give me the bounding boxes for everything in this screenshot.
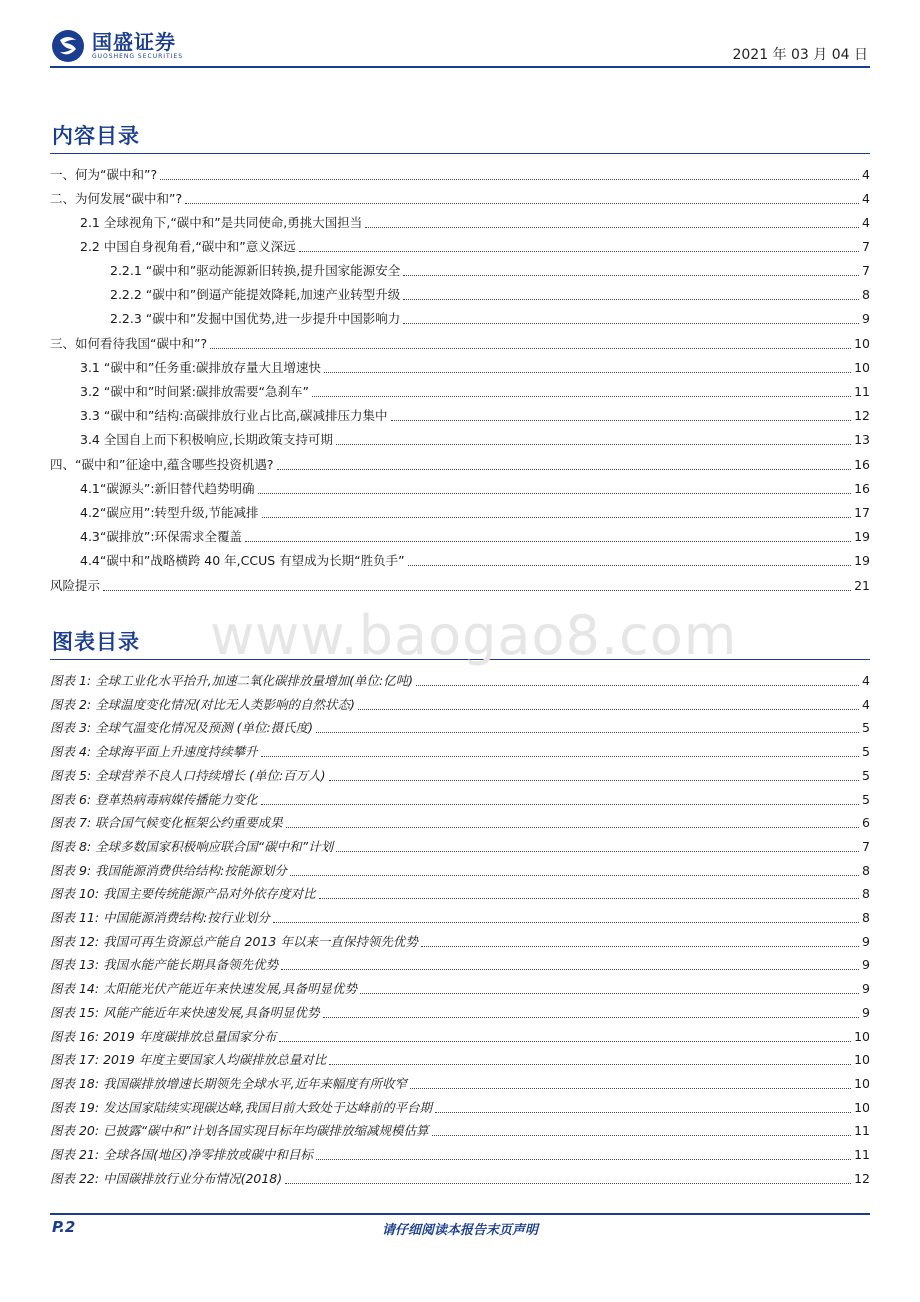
figure-entry-page: 8 — [862, 886, 870, 901]
toc-entry[interactable] — [50, 380, 870, 402]
dot-leader — [261, 756, 859, 757]
dot-leader — [435, 1112, 851, 1113]
dot-leader — [210, 348, 851, 349]
figure-entry[interactable] — [50, 764, 870, 786]
toc-entry-label: 3.1 “碳中和”任务重:碳排放存量大且增速快 — [80, 360, 322, 375]
figure-entry-label: 图表 14: 太阳能光伏产能近年来快速发展,具备明显优势 — [50, 981, 358, 996]
figure-entry-page: 5 — [862, 792, 870, 807]
figure-entry-label: 图表 7: 联合国气候变化框架公约重要成果 — [50, 815, 283, 830]
toc-entry-label: 3.2 “碳中和”时间紧:碳排放需要“急刹车” — [80, 384, 309, 399]
figure-entry-page: 4 — [862, 673, 870, 688]
figure-entry-label: 图表 22: 中国碳排放行业分布情况(2018) — [50, 1171, 283, 1186]
dot-leader — [319, 898, 859, 899]
figure-entry-page: 8 — [862, 863, 870, 878]
dot-leader — [403, 299, 859, 300]
dot-leader — [391, 420, 852, 421]
page-number: P.2 — [52, 1218, 76, 1236]
toc-entry-page: 9 — [862, 311, 870, 326]
toc-entry[interactable] — [50, 477, 870, 499]
figure-entry-page: 10 — [854, 1052, 870, 1067]
toc-entry[interactable] — [50, 453, 870, 475]
figure-entry-page: 9 — [862, 1005, 870, 1020]
toc-entry[interactable] — [50, 211, 870, 233]
toc-entry-page: 16 — [854, 457, 870, 472]
toc-entry-page: 10 — [854, 360, 870, 375]
dot-leader — [299, 251, 859, 252]
toc-entry-label: 二、为何发展“碳中和”? — [50, 191, 183, 206]
figure-entry-label: 图表 4: 全球海平面上升速度持续攀升 — [50, 744, 258, 759]
figure-entry[interactable] — [50, 882, 870, 904]
figure-entry[interactable] — [50, 1048, 870, 1070]
figure-entry[interactable] — [50, 716, 870, 738]
dot-leader — [286, 827, 859, 828]
figure-entry-label: 图表 2: 全球温度变化情况(对比无人类影响的自然状态) — [50, 697, 355, 712]
dot-leader — [324, 372, 851, 373]
toc-entry[interactable] — [50, 404, 870, 426]
toc-entry[interactable] — [50, 283, 870, 305]
guosheng-logo-icon — [50, 28, 86, 64]
dot-leader — [336, 444, 851, 445]
dot-leader — [290, 875, 859, 876]
toc-entry-label: 2.2.1 “碳中和”驱动能源新旧转换,提升国家能源安全 — [110, 263, 401, 278]
dot-leader — [262, 517, 852, 518]
dot-leader — [358, 709, 859, 710]
dot-leader — [277, 469, 852, 470]
figure-entry[interactable] — [50, 1096, 870, 1118]
dot-leader — [103, 590, 851, 591]
figure-entry-label: 图表 21: 全球各国(地区)净零排放或碳中和目标 — [50, 1147, 313, 1162]
dot-leader — [408, 565, 851, 566]
toc-entry[interactable] — [50, 428, 870, 450]
dot-leader — [258, 493, 852, 494]
dot-leader — [416, 685, 859, 686]
dot-leader — [403, 275, 859, 276]
toc-entry[interactable] — [50, 163, 870, 185]
figure-entry-page: 8 — [862, 910, 870, 925]
toc-entry-label: 风险提示 — [50, 578, 101, 593]
figure-entry-label: 图表 15: 风能产能近年来快速发展,具备明显优势 — [50, 1005, 320, 1020]
toc-entry-label: 2.2.3 “碳中和”发掘中国优势,进一步提升中国影响力 — [110, 311, 401, 326]
dot-leader — [245, 541, 851, 542]
figure-entry[interactable] — [50, 953, 870, 975]
dot-leader — [421, 946, 859, 947]
dot-leader — [316, 1159, 851, 1160]
company-logo — [50, 28, 183, 64]
toc-entry-page: 7 — [862, 239, 870, 254]
figure-entry-page: 4 — [862, 697, 870, 712]
figure-entry-page: 10 — [854, 1029, 870, 1044]
figure-entry[interactable] — [50, 693, 870, 715]
dot-leader — [329, 780, 859, 781]
figure-entry[interactable] — [50, 1072, 870, 1094]
toc-title: 内容目录 — [52, 124, 140, 148]
figure-entry-label: 图表 8: 全球多数国家积极响应联合国“碳中和”计划 — [50, 839, 334, 854]
disclaimer-note: 请仔细阅读本报告末页声明 — [381, 1223, 538, 1238]
toc-title-divider — [50, 153, 870, 154]
toc-entry-label: 3.3 “碳中和”结构:高碳排放行业占比高,碳减排压力集中 — [80, 408, 388, 423]
toc-entry-page: 7 — [862, 263, 870, 278]
figure-entry[interactable] — [50, 906, 870, 928]
dot-leader — [285, 1183, 851, 1184]
figure-entry[interactable] — [50, 835, 870, 857]
toc-entry-page: 16 — [854, 481, 870, 496]
figure-entry-label: 图表 17: 2019 年度主要国家人均碳排放总量对比 — [50, 1052, 327, 1067]
figure-entry[interactable] — [50, 811, 870, 833]
figure-entry-label: 图表 12: 我国可再生资源总产能自 2013 年以来一直保持领先优势 — [50, 934, 418, 949]
figure-entry-label: 图表 18: 我国碳排放增速长期领先全球水平,近年来幅度有所收窄 — [50, 1076, 408, 1091]
toc-entry-page: 19 — [854, 529, 870, 544]
watermark: www.baogao8.com — [210, 604, 738, 667]
logo-chinese-name: 国盛证券 — [92, 30, 176, 54]
toc-entry-label: 4.1“碳源头”:新旧替代趋势明确 — [80, 481, 255, 496]
toc-entry-label: 4.2“碳应用”:转型升级,节能减排 — [80, 505, 259, 520]
toc-entry-page: 19 — [854, 553, 870, 568]
toc-entry-page: 21 — [854, 578, 870, 593]
dot-leader — [185, 203, 859, 204]
toc-entry-label: 一、何为“碳中和”? — [50, 167, 158, 182]
figure-entry-page: 10 — [854, 1100, 870, 1115]
dot-leader — [403, 323, 859, 324]
figure-entry-page: 5 — [862, 720, 870, 735]
figure-entry-page: 9 — [862, 934, 870, 949]
figure-entry[interactable] — [50, 1119, 870, 1141]
dot-leader — [410, 1088, 851, 1089]
page-header — [50, 28, 870, 70]
dot-leader — [365, 227, 859, 228]
figure-entry-label: 图表 11: 中国能源消费结构:按行业划分 — [50, 910, 270, 925]
toc-entry-page: 8 — [862, 287, 870, 302]
toc-entry-label: 3.4 全国自上而下积极响应,长期政策支持可期 — [80, 432, 333, 447]
toc-entry-label: 2.2.2 “碳中和”倒逼产能提效降耗,加速产业转型升级 — [110, 287, 401, 302]
toc-entry-label: 四、“碳中和”征途中,蕴含哪些投资机遇? — [50, 457, 274, 472]
toc-entry-label: 4.4“碳中和”战略横跨 40 年,CCUS 有望成为长期“胜负手” — [80, 553, 405, 568]
toc-entry-page: 10 — [854, 336, 870, 351]
dot-leader — [261, 804, 859, 805]
toc-entry[interactable] — [50, 549, 870, 571]
figure-entry[interactable] — [50, 1001, 870, 1023]
toc-entry-label: 4.3“碳排放”:环保需求全覆盖 — [80, 529, 243, 544]
dot-leader — [329, 1064, 851, 1065]
figure-entry-page: 7 — [862, 839, 870, 854]
figure-entry-label: 图表 16: 2019 年度碳排放总量国家分布 — [50, 1029, 277, 1044]
figure-entry-page: 5 — [862, 744, 870, 759]
header-divider — [50, 66, 870, 68]
toc-entry-page: 12 — [854, 408, 870, 423]
figure-entry[interactable] — [50, 930, 870, 952]
figure-entry-label: 图表 1: 全球工业化水平抬升,加速二氧化碳排放量增加(单位:亿吨) — [50, 673, 414, 688]
figure-entry[interactable] — [50, 977, 870, 999]
figure-entry[interactable] — [50, 669, 870, 691]
figure-entry-label: 图表 10: 我国主要传统能源产品对外依存度对比 — [50, 886, 316, 901]
toc-entry[interactable] — [50, 332, 870, 354]
figure-entry-page: 11 — [854, 1123, 870, 1138]
figure-entry-page: 5 — [862, 768, 870, 783]
toc-entry[interactable] — [50, 501, 870, 523]
figure-entry-page: 9 — [862, 957, 870, 972]
toc-entry-page: 4 — [862, 191, 870, 206]
figure-entry[interactable] — [50, 1143, 870, 1165]
figure-entry-label: 图表 19: 发达国家陆续实现碳达峰,我国目前大致处于达峰前的平台期 — [50, 1100, 433, 1115]
figure-entry[interactable] — [50, 788, 870, 810]
figure-entry-page: 12 — [854, 1171, 870, 1186]
toc-entry[interactable] — [50, 307, 870, 329]
figure-entry-page: 6 — [862, 815, 870, 830]
dot-leader — [281, 969, 859, 970]
dot-leader — [316, 732, 859, 733]
toc-entry-page: 13 — [854, 432, 870, 447]
figure-entry-label: 图表 6: 登革热病毒病媒传播能力变化 — [50, 792, 258, 807]
figures-title: 图表目录 — [52, 630, 140, 654]
toc-entry-label: 2.1 全球视角下,“碳中和”是共同使命,勇挑大国担当 — [80, 215, 363, 230]
toc-entry[interactable] — [50, 259, 870, 281]
figure-entry-label: 图表 20: 已披露“碳中和”计划各国实现目标年均碳排放缩减规模估算 — [50, 1123, 429, 1138]
figure-entry-label: 图表 5: 全球营养不良人口持续增长 (单位:百万人) — [50, 768, 326, 783]
toc-entry-page: 11 — [854, 384, 870, 399]
figure-entry[interactable] — [50, 1167, 870, 1189]
figure-entry-label: 图表 13: 我国水能产能长期具备领先优势 — [50, 957, 279, 972]
toc-entry-page: 4 — [862, 215, 870, 230]
footer-divider — [50, 1213, 870, 1215]
toc-entry[interactable] — [50, 356, 870, 378]
figure-entry-page: 9 — [862, 981, 870, 996]
figure-entry[interactable] — [50, 859, 870, 881]
dot-leader — [279, 1041, 851, 1042]
toc-entry-label: 三、如何看待我国“碳中和”? — [50, 336, 208, 351]
report-date: 2021 年 03 月 04 日 — [732, 47, 868, 63]
dot-leader — [432, 1135, 852, 1136]
figure-entry-page: 11 — [854, 1147, 870, 1162]
dot-leader — [323, 1017, 860, 1018]
figure-entry-page: 10 — [854, 1076, 870, 1091]
figure-entry[interactable] — [50, 1025, 870, 1047]
toc-entry[interactable] — [50, 574, 870, 596]
toc-entry[interactable] — [50, 235, 870, 257]
figure-entry-label: 图表 3: 全球气温变化情况及预测 (单位:摄氏度) — [50, 720, 314, 735]
toc-entry-page: 17 — [854, 505, 870, 520]
dot-leader — [312, 396, 851, 397]
toc-entry-label: 2.2 中国自身视角看,“碳中和”意义深远 — [80, 239, 296, 254]
dot-leader — [273, 922, 859, 923]
logo-english-name: GUOSHENG SECURITIES — [92, 53, 184, 60]
dot-leader — [160, 179, 859, 180]
toc-entry[interactable] — [50, 187, 870, 209]
figure-entry-label: 图表 9: 我国能源消费供给结构:按能源划分 — [50, 863, 287, 878]
toc-entry-page: 4 — [862, 167, 870, 182]
dot-leader — [360, 993, 859, 994]
dot-leader — [336, 851, 859, 852]
toc-entry[interactable] — [50, 525, 870, 547]
figure-entry[interactable] — [50, 740, 870, 762]
